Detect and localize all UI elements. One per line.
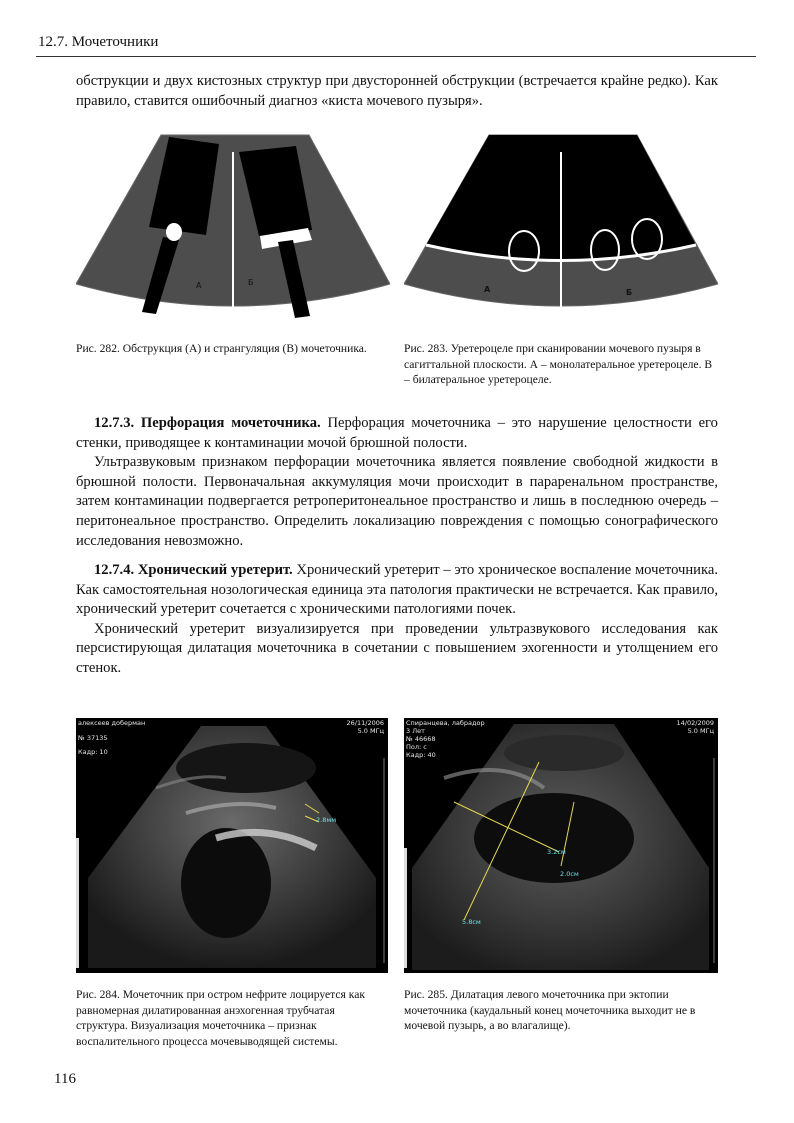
- figure-284-caption: Рис. 284. Мочеточник при остром нефрите лоцируется как равномерная дилатированная анэхогенная трубчатая структура. Визуализация мочеточника – признак воспалительного процесса мочевыводящей системы.: [76, 988, 365, 1048]
- page-number: 116: [54, 1071, 76, 1087]
- figure-282-diagram: [76, 132, 390, 326]
- us284-freq: 5.0 МГц: [357, 727, 384, 735]
- section-1274-lead: Хронический уретерит – это хроническое воспаление мочеточника. Как самостоятельная нозологическая единица эта патология практически не встречается. Как правило, хронический уретерит сочетается с хроническими патологиями почек.: [76, 562, 718, 618]
- us284-date: 26/11/2006: [346, 719, 384, 727]
- us285-date: 14/02/2009: [676, 719, 714, 727]
- figure-282-label-b: Б: [248, 278, 254, 287]
- figure-282-label-a: А: [196, 281, 202, 290]
- figure-283-label-a: А: [484, 285, 491, 294]
- us285-age: 3 Лет: [406, 727, 425, 735]
- us285-id: № 46668: [406, 735, 436, 743]
- section-1273-paragraph: Ультразвуковым признаком перфорации мочеточника является появление свободной жидкости в брюшной полости. Первоначальная аккумуляция мочи происходит в параренальном пространстве, затем контаминации подвергается ретроперитонеальное пространство и лишь в последнюю очередь – перитонеальное пространство. Определить локализацию повреждения с помощью сонографического исследования невозможно.: [76, 454, 718, 549]
- us284-id: № 37135: [78, 734, 108, 742]
- us284-measure: 2.8мм: [316, 816, 337, 824]
- running-head: 12.7. Мочеточники: [38, 34, 159, 50]
- figure-283-caption: Рис. 283. Уретероцеле при сканировании мочевого пузыря в сагиттальной плоскости. А – монолатеральное уретероцеле. В – билатеральное уретероцеле.: [404, 342, 713, 387]
- intro-paragraph-block: [76, 72, 718, 111]
- header-rule: [36, 56, 756, 57]
- us285-freq: 5.0 МГц: [687, 727, 714, 735]
- section-1273: [76, 414, 718, 551]
- section-1273-lead: Перфорация мочеточника – это нарушение целостности его стенки, приводящее к контаминации мочой брюшной полости.: [76, 415, 718, 451]
- us285-measure-2: 2.0см: [560, 870, 579, 878]
- us285-patient: Спиранцева, лабрадор: [406, 719, 485, 727]
- section-1274-heading: 12.7.4. Хронический уретерит.: [94, 562, 293, 578]
- figure-283-label-b: Б: [626, 288, 633, 297]
- us285-sex: Пол: с: [406, 743, 427, 751]
- figure-283-diagram: [404, 132, 718, 326]
- us285-frame: Кадр: 40: [406, 751, 436, 759]
- us285-measure-1: 3.2см: [547, 848, 566, 856]
- us284-frame: Кадр: 10: [78, 748, 108, 756]
- figure-285-caption: Рис. 285. Дилатация левого мочеточника при эктопии мочеточника (каудальный конец мочеточника выходит не в мочевой пузырь, а во влагалище).: [404, 988, 696, 1033]
- section-1273-heading: 12.7.3. Перфорация мочеточника.: [94, 415, 321, 431]
- figure-285-ultrasound: [404, 718, 718, 973]
- figure-284-ultrasound: [76, 718, 388, 973]
- us285-measure-3: 5.8см: [462, 918, 481, 926]
- figure-282-caption: Рис. 282. Обструкция (А) и странгуляция (В) мочеточника.: [76, 342, 367, 355]
- intro-paragraph: обструкции и двух кистозных структур при двусторонней обструкции (встречается крайне редко). Как правило, ставится ошибочный диагноз «киста мочевого пузыря».: [76, 73, 718, 109]
- section-1274-paragraph: Хронический уретерит визуализируется при проведении ультразвукового исследования как персистирующая дилатация мочеточника в сочетании с повышением эхогенности и утолщением его стенок.: [76, 620, 718, 676]
- us284-patient: алексеев доберман: [78, 719, 146, 727]
- section-1274: [76, 561, 718, 679]
